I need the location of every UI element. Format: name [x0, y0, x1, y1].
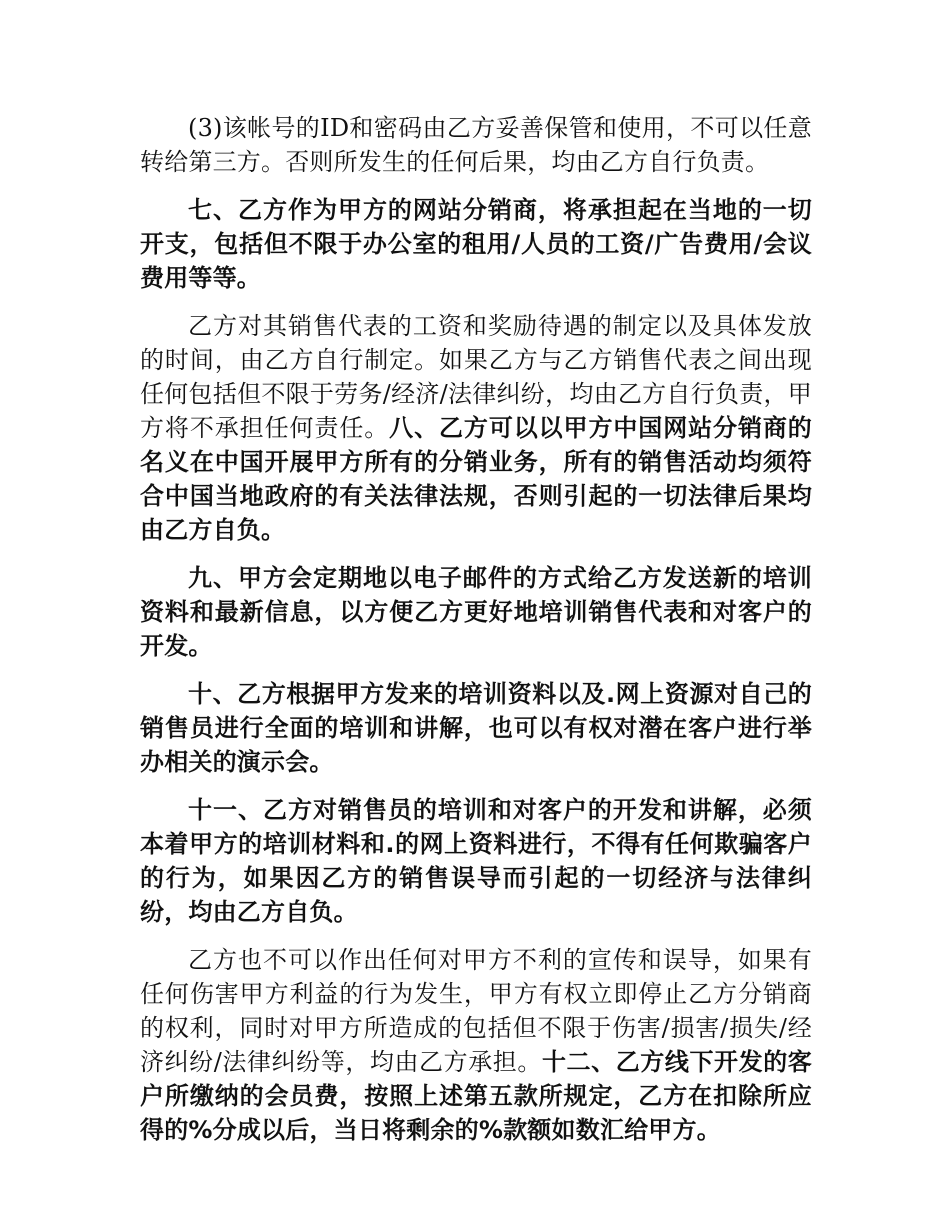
- clause-heading-text: 十、乙方根据甲方发来的培训资料以及.网上资源对自己的销售员进行全面的培训和讲解，也可以有权对潜在客户进行举办相关的演示会。: [140, 680, 812, 776]
- paragraph-text: 乙方对其销售代表的工资和奖励待遇的制定以及具体发放的时间，由乙方自行制定。如果乙方与乙方销售代表之间出现任何包括但不限于劳务/经济/法律纠纷，均由乙方自行负责，甲方将不承担任何责任。: [140, 312, 812, 442]
- clause-heading-text: 七、乙方作为甲方的网站分销商，将承担起在当地的一切开支，包括但不限于办公室的租用/人员的工资/广告费用/会议费用等等。: [140, 196, 812, 292]
- paragraph-clause-12: [140, 944, 812, 1148]
- paragraph-account-clause: [140, 112, 812, 180]
- paragraph-clause-11: [140, 794, 812, 930]
- paragraph-text: 乙方也不可以作出任何对甲方不利的宣传和误导，如果有任何伤害甲方利益的行为发生，甲方有权立即停止乙方分销商的权利，同时对甲方所造成的包括但不限于伤害/损害/损失/经济纠纷/法律纠纷等，均由乙方承担。: [140, 946, 812, 1076]
- paragraph-text: (3)该帐号的ID和密码由乙方妥善保管和使用，不可以任意转给第三方。否则所发生的任何后果，均由乙方自行负责。: [140, 114, 812, 176]
- clause-heading-text: 十二、乙方线下开发的客户所缴纳的会员费，按照上述第五款所规定，乙方在扣除所应得的%分成以后，当日将剩余的%款额如数汇给甲方。: [140, 1048, 812, 1144]
- paragraph-clause-10: [140, 678, 812, 780]
- document-page: [140, 112, 812, 1162]
- paragraph-clause-7: [140, 194, 812, 296]
- clause-heading-text: 十一、乙方对销售员的培训和对客户的开发和讲解，必须本着甲方的培训材料和.的网上资料进行，不得有任何欺骗客户的行为，如果因乙方的销售误导而引起的一切经济与法律纠纷，均由乙方自负。: [140, 796, 812, 926]
- paragraph-clause-9: [140, 562, 812, 664]
- clause-heading-text: 九、甲方会定期地以电子邮件的方式给乙方发送新的培训资料和最新信息，以方便乙方更好地培训销售代表和对客户的开发。: [140, 564, 812, 660]
- paragraph-clause-8: [140, 310, 812, 548]
- clause-heading-text: 八、乙方可以以甲方中国网站分销商的名义在中国开展甲方所有的分销业务，所有的销售活动均须符合中国当地政府的有关法律法规，否则引起的一切法律后果均由乙方自负。: [140, 414, 812, 544]
